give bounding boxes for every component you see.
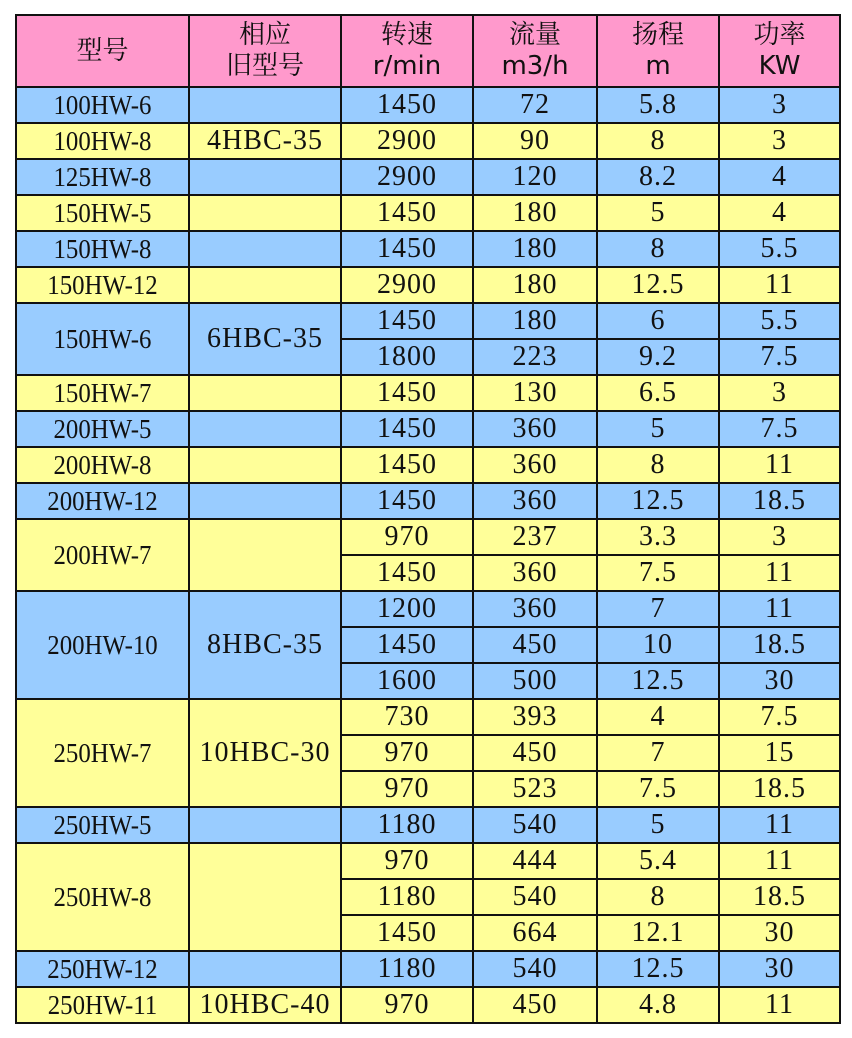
table-row bbox=[16, 519, 840, 555]
cell-speed: 970 bbox=[341, 843, 473, 879]
table-row bbox=[16, 447, 840, 483]
cell-old-model bbox=[189, 951, 341, 987]
cell-head: 6 bbox=[597, 303, 719, 339]
cell-power: 11 bbox=[719, 807, 840, 843]
cell-head: 4 bbox=[597, 699, 719, 735]
cell-power: 4 bbox=[719, 195, 840, 231]
header-power-unit: KW bbox=[758, 51, 801, 81]
cell-power: 11 bbox=[719, 987, 840, 1023]
cell-old-model bbox=[189, 231, 341, 267]
cell-model: 200HW-8 bbox=[23, 447, 182, 483]
header-model-label: 型号 bbox=[76, 35, 129, 66]
cell-flow: 360 bbox=[473, 447, 597, 483]
cell-model: 250HW-8 bbox=[23, 843, 182, 951]
cell-model: 250HW-12 bbox=[23, 951, 182, 987]
cell-head: 7 bbox=[597, 591, 719, 627]
cell-head: 12.5 bbox=[597, 663, 719, 699]
cell-old-model bbox=[189, 87, 341, 123]
cell-power: 3 bbox=[719, 519, 840, 555]
cell-head: 8 bbox=[597, 879, 719, 915]
cell-head: 7.5 bbox=[597, 555, 719, 591]
cell-power: 18.5 bbox=[719, 483, 840, 519]
cell-speed: 1450 bbox=[341, 375, 473, 411]
cell-head: 5 bbox=[597, 411, 719, 447]
header-old-model-label: 相应 bbox=[238, 20, 291, 50]
cell-flow: 90 bbox=[473, 123, 597, 159]
cell-old-model bbox=[189, 447, 341, 483]
cell-flow: 540 bbox=[473, 951, 597, 987]
cell-power: 18.5 bbox=[719, 627, 840, 663]
header-old-model-label-2: 旧型号 bbox=[225, 51, 304, 81]
cell-old-model bbox=[189, 267, 341, 303]
table-row bbox=[16, 123, 840, 159]
cell-head: 8 bbox=[597, 231, 719, 267]
cell-power: 7.5 bbox=[719, 699, 840, 735]
header-flow bbox=[473, 15, 597, 87]
cell-power: 3 bbox=[719, 87, 840, 123]
cell-model: 100HW-6 bbox=[23, 87, 182, 123]
cell-speed: 2900 bbox=[341, 123, 473, 159]
cell-head: 5 bbox=[597, 195, 719, 231]
cell-power: 18.5 bbox=[719, 879, 840, 915]
cell-old-model bbox=[189, 195, 341, 231]
cell-power: 5.5 bbox=[719, 231, 840, 267]
cell-old-model bbox=[189, 807, 341, 843]
cell-speed: 970 bbox=[341, 519, 473, 555]
cell-flow: 72 bbox=[473, 87, 597, 123]
cell-speed: 1180 bbox=[341, 951, 473, 987]
cell-flow: 360 bbox=[473, 411, 597, 447]
cell-old-model: 10HBC-40 bbox=[189, 987, 341, 1023]
cell-speed: 1600 bbox=[341, 663, 473, 699]
table-header bbox=[16, 15, 840, 87]
cell-flow: 237 bbox=[473, 519, 597, 555]
cell-power: 11 bbox=[719, 447, 840, 483]
cell-speed: 1180 bbox=[341, 807, 473, 843]
cell-power: 3 bbox=[719, 123, 840, 159]
cell-flow: 523 bbox=[473, 771, 597, 807]
cell-head: 7 bbox=[597, 735, 719, 771]
header-head-unit: m bbox=[645, 51, 671, 81]
cell-flow: 120 bbox=[473, 159, 597, 195]
cell-head: 5.4 bbox=[597, 843, 719, 879]
cell-power: 11 bbox=[719, 267, 840, 303]
cell-flow: 130 bbox=[473, 375, 597, 411]
cell-model: 150HW-7 bbox=[23, 375, 182, 411]
cell-old-model bbox=[189, 483, 341, 519]
cell-speed: 1450 bbox=[341, 411, 473, 447]
cell-power: 30 bbox=[719, 951, 840, 987]
cell-old-model bbox=[189, 843, 341, 951]
cell-head: 5 bbox=[597, 807, 719, 843]
cell-flow: 360 bbox=[473, 555, 597, 591]
cell-power: 11 bbox=[719, 843, 840, 879]
cell-model: 250HW-7 bbox=[23, 699, 182, 807]
cell-power: 30 bbox=[719, 663, 840, 699]
cell-head: 9.2 bbox=[597, 339, 719, 375]
table-row bbox=[16, 699, 840, 735]
cell-flow: 450 bbox=[473, 987, 597, 1023]
cell-head: 12.5 bbox=[597, 267, 719, 303]
cell-flow: 360 bbox=[473, 591, 597, 627]
cell-power: 5.5 bbox=[719, 303, 840, 339]
cell-model: 150HW-12 bbox=[23, 267, 182, 303]
header-power-label: 功率 bbox=[753, 20, 806, 50]
cell-old-model bbox=[189, 411, 341, 447]
header-model bbox=[16, 15, 189, 87]
cell-speed: 2900 bbox=[341, 267, 473, 303]
cell-speed: 1450 bbox=[341, 195, 473, 231]
table-row bbox=[16, 159, 840, 195]
cell-speed: 1450 bbox=[341, 915, 473, 951]
table-body bbox=[16, 87, 840, 1023]
cell-speed: 1800 bbox=[341, 339, 473, 375]
header-speed-label: 转速 bbox=[380, 20, 433, 50]
header-speed-unit: r/min bbox=[372, 51, 442, 81]
cell-flow: 500 bbox=[473, 663, 597, 699]
cell-head: 6.5 bbox=[597, 375, 719, 411]
header-head bbox=[597, 15, 719, 87]
cell-old-model bbox=[189, 519, 341, 591]
cell-old-model bbox=[189, 375, 341, 411]
cell-flow: 393 bbox=[473, 699, 597, 735]
cell-power: 15 bbox=[719, 735, 840, 771]
cell-head: 12.5 bbox=[597, 951, 719, 987]
cell-speed: 1450 bbox=[341, 627, 473, 663]
header-power bbox=[719, 15, 840, 87]
cell-power: 7.5 bbox=[719, 411, 840, 447]
cell-old-model bbox=[189, 159, 341, 195]
cell-model: 150HW-6 bbox=[23, 303, 182, 375]
cell-model: 125HW-8 bbox=[23, 159, 182, 195]
cell-old-model: 10HBC-30 bbox=[189, 699, 341, 807]
cell-head: 8 bbox=[597, 123, 719, 159]
cell-head: 5.8 bbox=[597, 87, 719, 123]
cell-flow: 180 bbox=[473, 195, 597, 231]
table-row bbox=[16, 303, 840, 339]
cell-flow: 180 bbox=[473, 267, 597, 303]
cell-flow: 360 bbox=[473, 483, 597, 519]
cell-old-model: 8HBC-35 bbox=[189, 591, 341, 699]
table-row bbox=[16, 483, 840, 519]
table-row bbox=[16, 375, 840, 411]
cell-speed: 1450 bbox=[341, 303, 473, 339]
cell-speed: 970 bbox=[341, 771, 473, 807]
cell-speed: 1450 bbox=[341, 555, 473, 591]
cell-head: 4.8 bbox=[597, 987, 719, 1023]
cell-speed: 1200 bbox=[341, 591, 473, 627]
cell-flow: 180 bbox=[473, 231, 597, 267]
cell-head: 10 bbox=[597, 627, 719, 663]
table-row bbox=[16, 195, 840, 231]
cell-speed: 1450 bbox=[341, 447, 473, 483]
cell-power: 18.5 bbox=[719, 771, 840, 807]
cell-power: 30 bbox=[719, 915, 840, 951]
cell-flow: 540 bbox=[473, 879, 597, 915]
cell-flow: 450 bbox=[473, 735, 597, 771]
header-row bbox=[16, 15, 840, 87]
table-row bbox=[16, 843, 840, 879]
cell-speed: 970 bbox=[341, 735, 473, 771]
cell-power: 4 bbox=[719, 159, 840, 195]
cell-speed: 970 bbox=[341, 987, 473, 1023]
cell-speed: 730 bbox=[341, 699, 473, 735]
cell-model: 200HW-10 bbox=[23, 591, 182, 699]
cell-head: 12.5 bbox=[597, 483, 719, 519]
cell-model: 200HW-5 bbox=[23, 411, 182, 447]
header-flow-unit: m3/h bbox=[501, 51, 569, 81]
table-row bbox=[16, 987, 840, 1023]
table-row bbox=[16, 951, 840, 987]
cell-speed: 1450 bbox=[341, 87, 473, 123]
table-row bbox=[16, 591, 840, 627]
cell-speed: 1180 bbox=[341, 879, 473, 915]
cell-flow: 223 bbox=[473, 339, 597, 375]
cell-head: 7.5 bbox=[597, 771, 719, 807]
cell-flow: 540 bbox=[473, 807, 597, 843]
cell-head: 12.1 bbox=[597, 915, 719, 951]
cell-old-model: 6HBC-35 bbox=[189, 303, 341, 375]
table-row bbox=[16, 267, 840, 303]
header-old-model bbox=[189, 15, 341, 87]
cell-model: 200HW-12 bbox=[23, 483, 182, 519]
cell-speed: 1450 bbox=[341, 483, 473, 519]
cell-flow: 664 bbox=[473, 915, 597, 951]
header-head-label: 扬程 bbox=[631, 20, 684, 50]
cell-flow: 180 bbox=[473, 303, 597, 339]
table-row bbox=[16, 807, 840, 843]
cell-head: 8 bbox=[597, 447, 719, 483]
cell-speed: 1450 bbox=[341, 231, 473, 267]
cell-speed: 2900 bbox=[341, 159, 473, 195]
cell-model: 250HW-5 bbox=[23, 807, 182, 843]
cell-model: 200HW-7 bbox=[23, 519, 182, 591]
header-flow-label: 流量 bbox=[508, 20, 561, 50]
cell-old-model: 4HBC-35 bbox=[189, 123, 341, 159]
header-speed bbox=[341, 15, 473, 87]
cell-head: 8.2 bbox=[597, 159, 719, 195]
cell-power: 11 bbox=[719, 591, 840, 627]
table-row bbox=[16, 87, 840, 123]
cell-model: 150HW-8 bbox=[23, 231, 182, 267]
cell-model: 100HW-8 bbox=[23, 123, 182, 159]
table-row bbox=[16, 411, 840, 447]
table-row bbox=[16, 231, 840, 267]
cell-power: 11 bbox=[719, 555, 840, 591]
cell-flow: 450 bbox=[473, 627, 597, 663]
cell-model: 250HW-11 bbox=[23, 987, 182, 1023]
cell-flow: 444 bbox=[473, 843, 597, 879]
cell-head: 3.3 bbox=[597, 519, 719, 555]
cell-power: 3 bbox=[719, 375, 840, 411]
pump-spec-table bbox=[15, 14, 841, 1024]
cell-model: 150HW-5 bbox=[23, 195, 182, 231]
cell-power: 7.5 bbox=[719, 339, 840, 375]
